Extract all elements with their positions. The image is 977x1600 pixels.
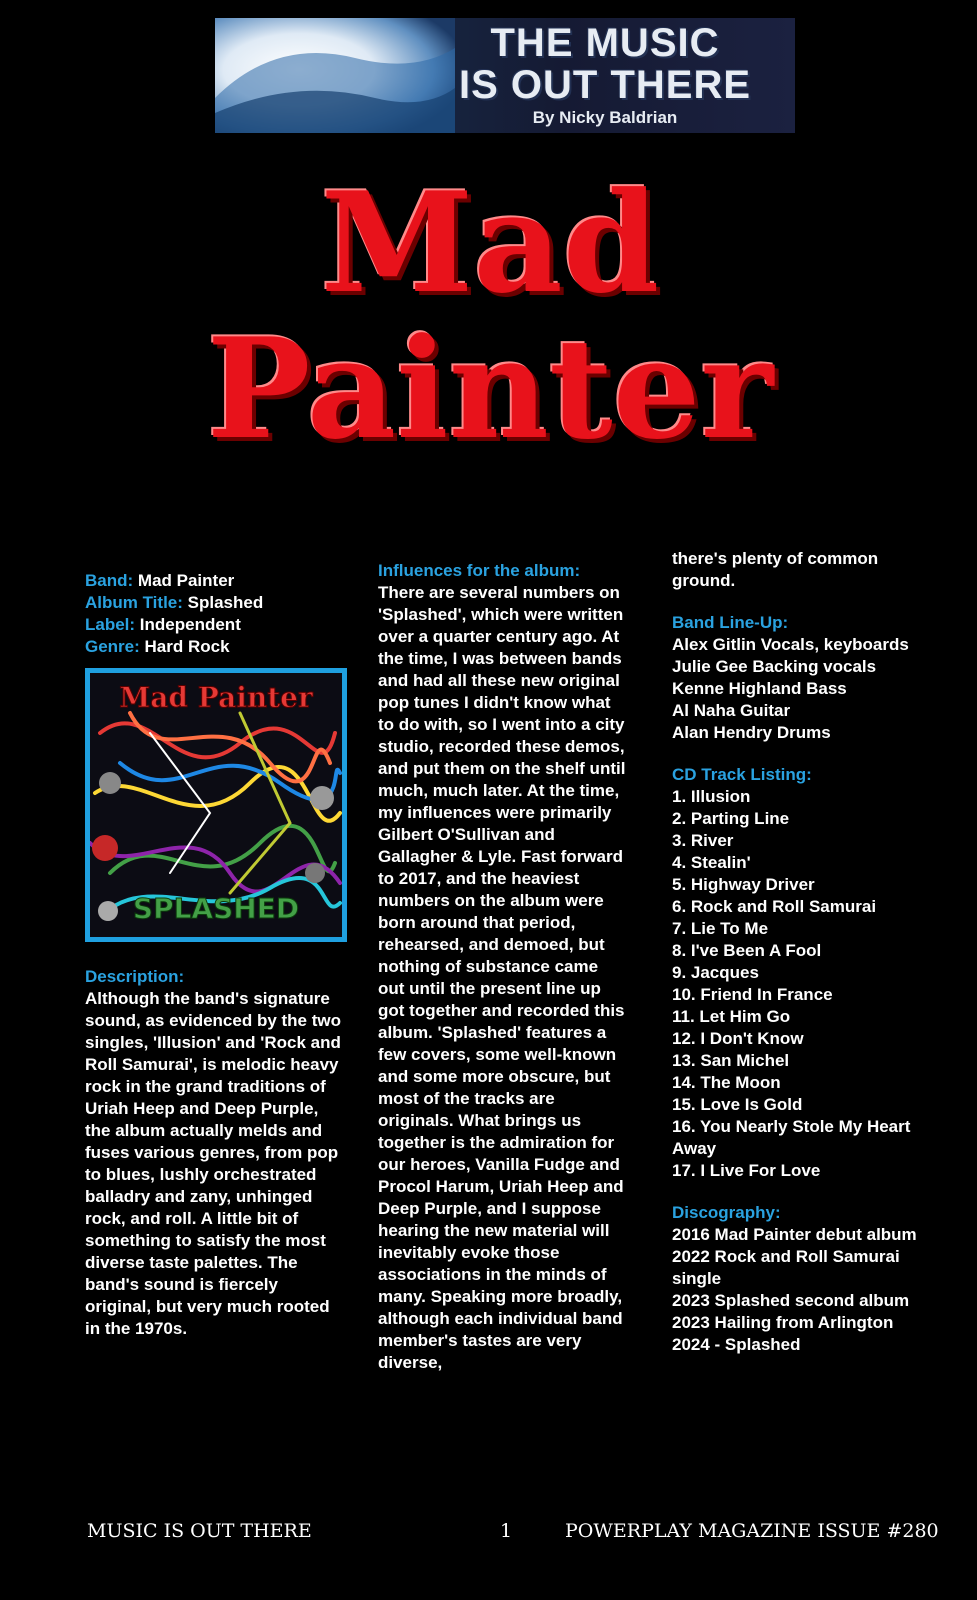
discography-item: 2023 Splashed second album bbox=[672, 1291, 910, 1310]
track-item: 6. Rock and Roll Samurai bbox=[672, 897, 877, 916]
title-line2: Painter bbox=[206, 307, 774, 470]
footer-page-number: 1 bbox=[500, 1520, 513, 1542]
info-label bbox=[85, 614, 347, 636]
track-item: 13. San Michel bbox=[672, 1051, 790, 1070]
album-label: Album Title: bbox=[85, 593, 183, 612]
discography-item: 2022 Rock and Roll Samurai single bbox=[672, 1247, 900, 1288]
track-item: 14. The Moon bbox=[672, 1073, 781, 1092]
discography-section bbox=[672, 1202, 932, 1356]
track-item: 16. You Nearly Stole My Heart Away bbox=[672, 1117, 911, 1158]
lineup-member: Alan Hendry Drums bbox=[672, 723, 831, 742]
article-title bbox=[150, 161, 830, 470]
band-label: Band: bbox=[85, 571, 134, 590]
info-genre bbox=[85, 636, 347, 658]
genre-value: Hard Rock bbox=[144, 637, 230, 656]
description-text: Although the band's signature sound, as evidenced by the two singles, 'Illusion' and 'Rock and Roll Samurai', is melodic heavy rock in the grand traditions of Uriah Heep and Deep Purple, the album actually melds and fuses various genres, from pop to blues, lushly orchestrated balladry and zany, unhinged rock, and roll. A little bit of something to satisfy the most diverse taste palettes. The band's sound is fiercely original, but very much rooted in the 1970s. bbox=[85, 989, 341, 1338]
lineup-member: Kenne Highland Bass bbox=[672, 679, 847, 698]
banner-title bbox=[425, 22, 785, 106]
track-item: 1. Illusion bbox=[672, 787, 751, 806]
label-label: Label: bbox=[85, 615, 136, 634]
track-item: 15. Love Is Gold bbox=[672, 1095, 803, 1114]
info-album bbox=[85, 592, 347, 614]
lineup-member: Alex Gitlin Vocals, keyboards bbox=[672, 635, 909, 654]
footer-left: MUSIC IS OUT THERE bbox=[87, 1520, 312, 1542]
track-item: 10. Friend In France bbox=[672, 985, 833, 1004]
footer-right: POWERPLAY MAGAZINE ISSUE #280 bbox=[565, 1520, 939, 1542]
label-value: Independent bbox=[139, 615, 241, 634]
tracks-heading: CD Track Listing: bbox=[672, 765, 812, 784]
lineup-list bbox=[672, 634, 932, 744]
track-item: 9. Jacques bbox=[672, 963, 759, 982]
discography-list bbox=[672, 1224, 932, 1356]
track-item: 12. I Don't Know bbox=[672, 1029, 804, 1048]
band-value: Mad Painter bbox=[137, 571, 235, 590]
track-item: 2. Parting Line bbox=[672, 809, 790, 828]
title-line1: Mad bbox=[320, 161, 660, 324]
album-cover-art bbox=[90, 673, 342, 937]
influences-heading: Influences for the album: bbox=[378, 561, 581, 580]
description-heading: Description: bbox=[85, 967, 185, 986]
banner-byline: By Nicky Baldrian bbox=[532, 108, 678, 127]
album-value: Splashed bbox=[187, 593, 264, 612]
discography-item: 2016 Mad Painter debut album bbox=[672, 1225, 917, 1244]
influences-continued: there's plenty of common ground. bbox=[672, 549, 879, 590]
lineup-heading: Band Line-Up: bbox=[672, 613, 789, 632]
track-list bbox=[672, 786, 932, 1182]
cover-album-text: SPLASHED bbox=[132, 892, 300, 925]
album-cover bbox=[85, 668, 347, 942]
wave-image bbox=[215, 18, 455, 133]
track-item: 3. River bbox=[672, 831, 734, 850]
track-item: 11. Let Him Go bbox=[672, 1007, 791, 1026]
lineup-member: Al Naha Guitar bbox=[672, 701, 791, 720]
track-item: 7. Lie To Me bbox=[672, 919, 769, 938]
track-item: 4. Stealin' bbox=[672, 853, 751, 872]
track-item: 8. I've Been A Fool bbox=[672, 941, 822, 960]
column-middle bbox=[378, 560, 628, 1374]
track-item: 17. I Live For Love bbox=[672, 1161, 821, 1180]
description-section bbox=[85, 966, 347, 1340]
info-band bbox=[85, 570, 347, 592]
banner-title-line2: IS OUT THERE bbox=[458, 63, 752, 107]
banner-title-line1: THE MUSIC bbox=[490, 21, 720, 65]
genre-label: Genre: bbox=[85, 637, 140, 656]
column-left bbox=[85, 570, 347, 1340]
discography-heading: Discography: bbox=[672, 1203, 781, 1222]
lineup-member: Julie Gee Backing vocals bbox=[672, 657, 877, 676]
header-banner bbox=[215, 18, 795, 133]
tracks-section bbox=[672, 764, 932, 1182]
discography-item: 2024 - Splashed bbox=[672, 1335, 801, 1354]
column-right bbox=[672, 548, 932, 1356]
track-item: 5. Highway Driver bbox=[672, 875, 815, 894]
discography-item: 2023 Hailing from Arlington bbox=[672, 1313, 894, 1332]
cover-band-text: Mad Painter bbox=[119, 681, 313, 714]
lineup-section bbox=[672, 612, 932, 744]
influences-text: There are several numbers on 'Splashed', which were written over a quarter century ago. At the time, I was between bands and had all these new original pop tunes I didn't know what to do with, so I went into a city studio, recorded these demos, and put them on the shelf until much, much later. At the time, my influences were primarily Gilbert O'Sullivan and Gallagher & Lyle. Fast forward to 2017, and the heaviest numbers on the album were born around that period, rehearsed, and demoed, but nothing of substance came out until the present line up got together and recorded this album. 'Splashed' features a few covers, some well-known and some more obscure, but most of the tracks are originals. What brings us together is the admiration for our heroes, Vanilla Fudge and Procol Harum, Uriah Heep and Deep Purple, and I suppose hearing the new material will inevitably evoke those associations in the minds of many. Speaking more broadly, although each individual band member's tastes are very diverse, bbox=[378, 583, 626, 1372]
